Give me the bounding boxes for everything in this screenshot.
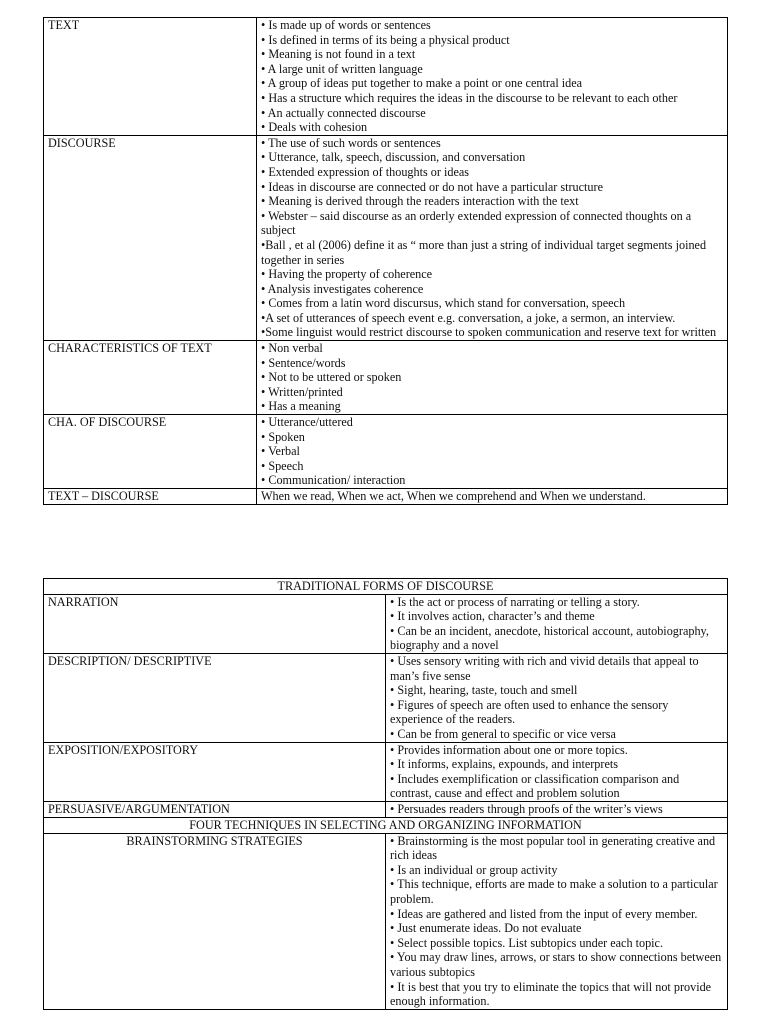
term-cell: DESCRIPTION/ DESCRIPTIVE bbox=[44, 653, 386, 742]
four-techniques-table bbox=[43, 817, 728, 1010]
table-title: FOUR TECHNIQUES IN SELECTING AND ORGANIZING INFORMATION bbox=[44, 818, 728, 834]
bullet-line: • Is defined in terms of its being a physical product bbox=[261, 32, 510, 47]
table-row bbox=[44, 833, 728, 1009]
bullet-line: • A group of ideas put together to make a point or one central idea bbox=[261, 76, 583, 91]
bullet-line: • It involves action, character’s and theme bbox=[390, 609, 595, 624]
table-row bbox=[44, 415, 728, 489]
bullet-line: •Ball , et al (2006) define it as “ more than just a string of individual target segments joined together in series bbox=[261, 237, 707, 267]
bullet-line: • Select possible topics. List subtopics under each topic. bbox=[390, 935, 664, 950]
description-cell bbox=[257, 135, 728, 340]
table-row bbox=[44, 489, 728, 505]
bullet-line: • Verbal bbox=[261, 444, 300, 459]
bullet-line: • Brainstorming is the most popular tool in generating creative and rich ideas bbox=[390, 833, 716, 863]
bullet-line: • Deals with cohesion bbox=[261, 120, 368, 135]
term-cell: TEXT bbox=[44, 18, 257, 136]
bullet-line: • Figures of speech are often used to enhance the sensory experience of the readers. bbox=[390, 697, 669, 727]
description-cell bbox=[257, 489, 728, 505]
bullet-line: • Not to be uttered or spoken bbox=[261, 370, 402, 385]
bullet-line: • This technique, efforts are made to make a solution to a particular problem. bbox=[390, 877, 718, 906]
bullet-line: • Can be from general to specific or vice versa bbox=[390, 726, 616, 741]
bullet-line: • Having the property of coherence bbox=[261, 267, 433, 282]
bullet-line: • Utterance, talk, speech, discussion, and conversation bbox=[261, 150, 526, 165]
bullet-line: • Is an individual or group activity bbox=[390, 862, 558, 877]
table-row bbox=[44, 341, 728, 415]
bullet-line: • Just enumerate ideas. Do not evaluate bbox=[390, 921, 582, 936]
bullet-line: When we read, When we act, When we comprehend and When we understand. bbox=[261, 489, 646, 503]
term-cell: NARRATION bbox=[44, 594, 386, 653]
term-cell: EXPOSITION/EXPOSITORY bbox=[44, 742, 386, 801]
description-cell bbox=[257, 415, 728, 489]
bullet-line: • Webster – said discourse as an orderly extended expression of connected thoughts on a subject bbox=[261, 208, 692, 238]
description-cell bbox=[386, 833, 728, 1009]
bullet-line: • Communication/ interaction bbox=[261, 473, 406, 488]
bullet-line: • Is made up of words or sentences bbox=[261, 18, 431, 32]
bullet-line: • Extended expression of thoughts or ideas bbox=[261, 164, 470, 179]
bullet-line: • Has a meaning bbox=[261, 399, 341, 414]
term-cell: CHA. OF DISCOURSE bbox=[44, 415, 257, 489]
term-cell: PERSUASIVE/ARGUMENTATION bbox=[44, 801, 386, 817]
bullet-line: • Spoken bbox=[261, 429, 305, 444]
bullet-line: • A large unit of written language bbox=[261, 61, 423, 76]
bullet-line: • Analysis investigates coherence bbox=[261, 281, 424, 296]
term-cell: CHARACTERISTICS OF TEXT bbox=[44, 341, 257, 415]
description-cell bbox=[386, 801, 728, 817]
bullet-line: • Provides information about one or more topics. bbox=[390, 742, 628, 757]
description-cell bbox=[257, 341, 728, 415]
bullet-line: • The use of such words or sentences bbox=[261, 135, 441, 150]
traditional-forms-table bbox=[43, 578, 728, 818]
bullet-line: • It informs, explains, expounds, and interprets bbox=[390, 757, 618, 772]
bullet-line: •Some linguist would restrict discourse to spoken communication and reserve text for written bbox=[261, 325, 717, 340]
table-row bbox=[44, 801, 728, 817]
bullet-line: • Utterance/uttered bbox=[261, 415, 353, 430]
term-cell: BRAINSTORMING STRATEGIES bbox=[44, 833, 386, 1009]
bullet-line: • Comes from a latin word discursus, which stand for conversation, speech bbox=[261, 296, 626, 311]
bullet-line: • Can be an incident, anecdote, historical account, autobiography, biography and a novel bbox=[390, 623, 709, 653]
bullet-line: • Ideas in discourse are connected or do not have a particular structure bbox=[261, 179, 603, 194]
bullet-line: • Written/printed bbox=[261, 384, 343, 399]
description-cell bbox=[386, 594, 728, 653]
table-title-row bbox=[44, 818, 728, 834]
table-row bbox=[44, 653, 728, 742]
table-row bbox=[44, 135, 728, 340]
bullet-line: • Is the act or process of narrating or telling a story. bbox=[390, 594, 640, 609]
description-cell bbox=[257, 18, 728, 136]
bullet-line: •A set of utterances of speech event e.g. conversation, a joke, a sermon, an interview. bbox=[261, 310, 676, 325]
table-title-row bbox=[44, 579, 728, 595]
table-row bbox=[44, 742, 728, 801]
bullet-line: • Meaning is not found in a text bbox=[261, 47, 416, 62]
bullet-line: • Ideas are gathered and listed from the input of every member. bbox=[390, 906, 698, 921]
bullet-line: • Sentence/words bbox=[261, 355, 346, 370]
bullet-line: • You may draw lines, arrows, or stars to show connections between various subtopics bbox=[390, 950, 722, 979]
bullet-line: • Meaning is derived through the readers interaction with the text bbox=[261, 194, 579, 209]
bullet-line: • Persuades readers through proofs of the writer’s views bbox=[390, 801, 663, 816]
description-cell bbox=[386, 653, 728, 742]
bullet-line: • Uses sensory writing with rich and vivid details that appeal to man’s five sense bbox=[390, 653, 699, 683]
text-discourse-table bbox=[43, 17, 728, 505]
bullet-line: • Has a structure which requires the ideas in the discourse to be relevant to each other bbox=[261, 90, 678, 105]
term-cell: DISCOURSE bbox=[44, 135, 257, 340]
description-cell bbox=[386, 742, 728, 801]
bullet-line: • Sight, hearing, taste, touch and smell bbox=[390, 683, 578, 698]
table-row bbox=[44, 18, 728, 136]
bullet-line: • It is best that you try to eliminate the topics that will not provide enough information. bbox=[390, 979, 712, 1009]
bullet-line: • An actually connected discourse bbox=[261, 105, 426, 120]
bullet-line: • Speech bbox=[261, 458, 304, 473]
term-cell: TEXT – DISCOURSE bbox=[44, 489, 257, 505]
table-row bbox=[44, 594, 728, 653]
bullet-line: • Includes exemplification or classification comparison and contrast, cause and effect and problem solution bbox=[390, 771, 680, 801]
bullet-line: • Non verbal bbox=[261, 341, 323, 356]
table-title: TRADITIONAL FORMS OF DISCOURSE bbox=[44, 579, 728, 595]
